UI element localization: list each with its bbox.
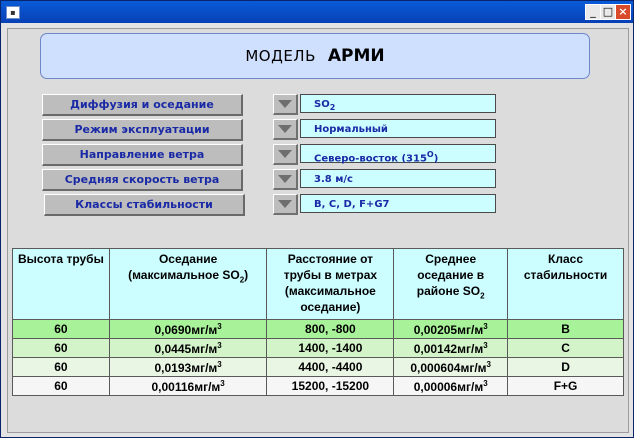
wind-direction-button[interactable]: Направление ветра (42, 144, 243, 166)
cell-deposition-value: 0,0690 (154, 322, 192, 337)
wind-direction-close: ) (433, 153, 439, 165)
table-header-row (13, 249, 624, 320)
header-stability-class: Класс стабильности (508, 249, 624, 320)
cell-deposition (109, 339, 267, 358)
stability-classes-value[interactable]: B, C, D, F+G7 (300, 194, 496, 213)
header-average-sub: 2 (480, 291, 485, 301)
table-row (13, 320, 624, 339)
header-stack-height: Высота трубы (13, 249, 110, 320)
unit-text: мг/м (191, 360, 218, 375)
cell-average-value: 0,00006 (413, 379, 458, 394)
cell-distance: 1400, -1400 (267, 339, 394, 358)
table-row (13, 358, 624, 377)
cell-average (394, 358, 508, 377)
unit-text: мг/м (457, 322, 484, 337)
header-deposition (109, 249, 267, 320)
dropdown-arrow-icon (278, 150, 292, 158)
unit-sup: 3 (483, 340, 488, 350)
cell-distance: 800, -800 (267, 320, 394, 339)
wind-speed-value[interactable]: 3.8 м/с (300, 169, 496, 188)
dropdown-arrow-icon (278, 125, 292, 133)
main-panel (7, 28, 629, 433)
cell-height: 60 (13, 358, 110, 377)
degree-superscript: O (426, 150, 434, 159)
dropdown-arrow-icon (278, 175, 292, 183)
cell-height: 60 (13, 320, 110, 339)
banner-prefix: МОДЕЛЬ (245, 47, 316, 65)
cell-class: C (508, 339, 624, 358)
cell-deposition-value: 0,0445 (154, 341, 192, 356)
unit-text: мг/м (457, 341, 484, 356)
diffusion-value[interactable] (300, 94, 496, 113)
cell-class: F+G (508, 377, 624, 396)
diffusion-button[interactable]: Диффузия и оседание (42, 94, 243, 116)
operation-mode-value[interactable]: Нормальный (300, 119, 496, 138)
diffusion-value-text: SO (314, 99, 330, 110)
cell-distance: 15200, -15200 (267, 377, 394, 396)
dropdown-arrow-icon (278, 100, 292, 108)
unit-sup: 3 (486, 359, 491, 369)
title-bar[interactable] (1, 1, 633, 23)
unit-text: мг/м (194, 379, 221, 394)
cell-height: 60 (13, 377, 110, 396)
cell-average-value: 0,00142 (413, 341, 458, 356)
banner-name: АРМИ (327, 46, 385, 66)
model-banner (40, 33, 590, 79)
unit-text: мг/м (460, 360, 487, 375)
results-table (12, 248, 624, 396)
wind-direction-dropdown-button[interactable] (273, 144, 298, 165)
so2-subscript: 2 (329, 103, 336, 112)
cell-average (394, 377, 508, 396)
wind-speed-dropdown-button[interactable] (273, 169, 298, 190)
unit-sup: 3 (217, 340, 222, 350)
cell-deposition (109, 320, 267, 339)
operation-mode-button[interactable]: Режим эксплуатации (42, 119, 243, 141)
wind-speed-button[interactable]: Средняя скорость ветра (42, 169, 243, 191)
cell-average (394, 339, 508, 358)
maximize-icon[interactable]: □ (600, 4, 616, 20)
minimize-icon[interactable]: _ (585, 4, 601, 20)
cell-deposition-value: 0,0193 (154, 360, 192, 375)
diffusion-dropdown-button[interactable] (273, 94, 298, 115)
header-deposition-text: Оседание (максимальное SO (128, 252, 240, 282)
unit-sup: 3 (220, 378, 225, 388)
cell-average-value: 0,00205 (413, 322, 458, 337)
unit-sup: 3 (483, 321, 488, 331)
close-icon[interactable]: × (615, 4, 631, 20)
dropdown-arrow-icon (278, 200, 292, 208)
stability-classes-button[interactable]: Классы стабильности (44, 194, 245, 216)
app-icon[interactable]: ▪ (6, 6, 20, 19)
stability-classes-dropdown-button[interactable] (273, 194, 298, 215)
header-average-text: Среднее оседание в районе SO (416, 252, 485, 298)
cell-average-value: 0,000604 (410, 360, 461, 375)
cell-class: D (508, 358, 624, 377)
header-distance: Расстояние от трубы в метрах (максимальное оседание) (267, 249, 394, 320)
unit-sup: 3 (217, 359, 222, 369)
unit-sup: 3 (483, 378, 488, 388)
table-row (13, 339, 624, 358)
cell-deposition (109, 358, 267, 377)
unit-sup: 3 (217, 321, 222, 331)
operation-mode-dropdown-button[interactable] (273, 119, 298, 140)
header-deposition-sub: 2 (239, 275, 245, 285)
cell-class: B (508, 320, 624, 339)
unit-text: мг/м (191, 341, 218, 356)
header-deposition-close: ) (244, 268, 249, 282)
cell-average (394, 320, 508, 339)
table-row (13, 377, 624, 396)
header-average (394, 249, 508, 320)
cell-distance: 4400, -4400 (267, 358, 394, 377)
unit-text: мг/м (191, 322, 218, 337)
wind-direction-value[interactable] (300, 144, 496, 163)
unit-text: мг/м (457, 379, 484, 394)
wind-direction-text: Северо-восток (315 (314, 153, 427, 165)
cell-height: 60 (13, 339, 110, 358)
cell-deposition (109, 377, 267, 396)
cell-deposition-value: 0,00116 (151, 379, 195, 394)
